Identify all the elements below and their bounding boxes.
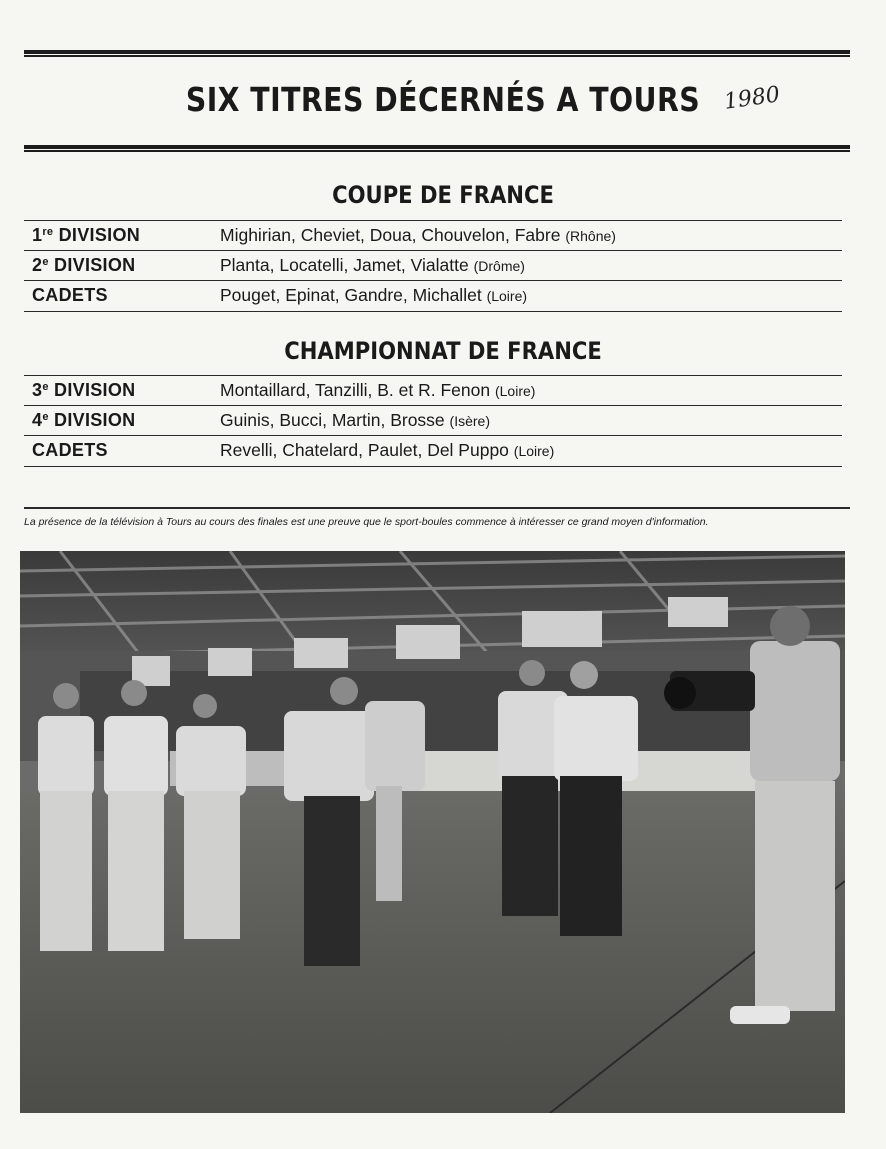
- coupe-section-title: COUPE DE FRANCE: [332, 181, 554, 209]
- team-names: Guinis, Bucci, Martin, Brosse (Isère): [220, 410, 490, 430]
- event-photo: [20, 551, 845, 1113]
- team-names: Planta, Locatelli, Jamet, Vialatte (Drôme): [220, 255, 525, 275]
- table-row: [24, 250, 842, 280]
- championnat-results-table: [24, 375, 842, 467]
- division-label: CADETS: [32, 440, 108, 461]
- table-row: [24, 405, 842, 435]
- division-label: 4e DIVISION: [32, 410, 136, 430]
- table-row: [24, 375, 842, 405]
- coupe-results-table: [24, 220, 842, 312]
- handwritten-year-annotation: 1980: [722, 82, 782, 115]
- team-names: Revelli, Chatelard, Paulet, Del Puppo (Loire): [220, 440, 555, 461]
- table-row: [24, 435, 842, 467]
- team-names: Mighirian, Cheviet, Doua, Chouvelon, Fabre (Rhône): [220, 225, 616, 245]
- division-label: CADETS: [32, 285, 108, 306]
- division-label: 2e DIVISION: [32, 255, 136, 275]
- page-title: SIX TITRES DÉCERNÉS A TOURS: [185, 80, 701, 119]
- championnat-section-title: CHAMPIONNAT DE FRANCE: [284, 337, 602, 365]
- title-bottom-double-rule: [24, 145, 850, 152]
- team-names: Montaillard, Tanzilli, B. et R. Fenon (Loire): [220, 380, 536, 400]
- caption-top-rule: [24, 507, 850, 509]
- photo-caption: La présence de la télévision à Tours au cours des finales est une preuve que le sport-boules commence à intéresser ce grand moyen d'information.: [24, 516, 709, 528]
- division-label: 3e DIVISION: [32, 380, 136, 400]
- division-label: 1re DIVISION: [32, 225, 141, 245]
- team-names: Pouget, Epinat, Gandre, Michallet (Loire): [220, 285, 528, 306]
- table-row: [24, 220, 842, 250]
- top-double-rule: [24, 50, 850, 57]
- table-row: [24, 280, 842, 312]
